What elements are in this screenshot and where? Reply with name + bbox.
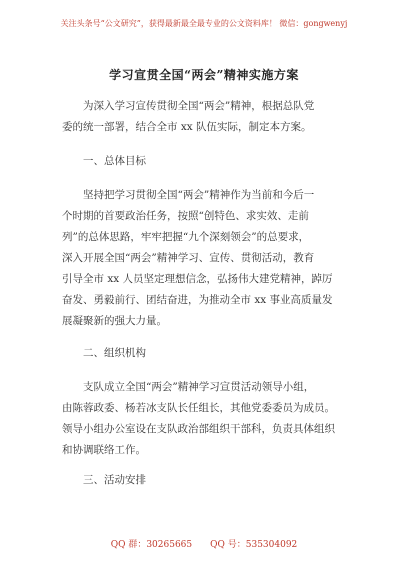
paragraph-line: 坚持把学习贯彻全国“两会”精神作为当前和今后一 — [83, 189, 315, 201]
paragraph-line: 引导全市 xx 人员坚定理想信念，弘扬伟大建党精神，踔厉 — [62, 273, 333, 285]
footer-contact: QQ 群：30265665 QQ 号：535304092 — [110, 540, 298, 550]
paragraph-line: 为深入学习宣传贯彻全国“两会”精神，根据总队党 — [83, 100, 315, 112]
paragraph-line: 委的统一部署，结合全市 xx 队伍实际，制定本方案。 — [62, 121, 312, 133]
document-title: 学习宣贯全国“两会”精神实施方案 — [109, 68, 299, 82]
paragraph-line: 展凝聚新的强大力量。 — [62, 315, 167, 327]
paragraph-line: 奋发、勇毅前行、团结奋进，为推动全市 xx 事业高质量发 — [62, 294, 333, 306]
paragraph-line: 个时期的首要政治任务，按照“创特色、求实效、走前 — [62, 210, 309, 222]
paragraph-line: 由陈蓉政委、杨若冰支队长任组长，其他党委委员为成员。 — [62, 402, 335, 414]
section1-paragraph — [62, 185, 352, 332]
section-heading-overall-goal: 一、总体目标 — [83, 155, 146, 167]
section-heading-activity-plan: 三、活动安排 — [83, 474, 146, 486]
paragraph-line: 领导小组办公室设在支队政治部组织干部科，负责具体组织 — [62, 423, 335, 435]
paragraph-line: 深入开展全国“两会”精神学习、宣传、贯彻活动，教育 — [62, 252, 315, 264]
section-heading-organization: 二、组织机构 — [83, 347, 146, 359]
header-banner: 关注头条号“公文研究”，获得最新最全最专业的公文资料库！ 微信：gongwenyj — [60, 19, 348, 28]
paragraph-line: 和协调联络工作。 — [62, 444, 146, 456]
paragraph-line: 支队成立全国“两会”精神学习宣贯活动领导小组， — [83, 381, 315, 393]
intro-paragraph — [62, 96, 352, 138]
section2-paragraph — [62, 377, 352, 461]
paragraph-line: 列”的总体思路，牢牢把握“九个深刻领会”的总要求， — [62, 231, 310, 243]
